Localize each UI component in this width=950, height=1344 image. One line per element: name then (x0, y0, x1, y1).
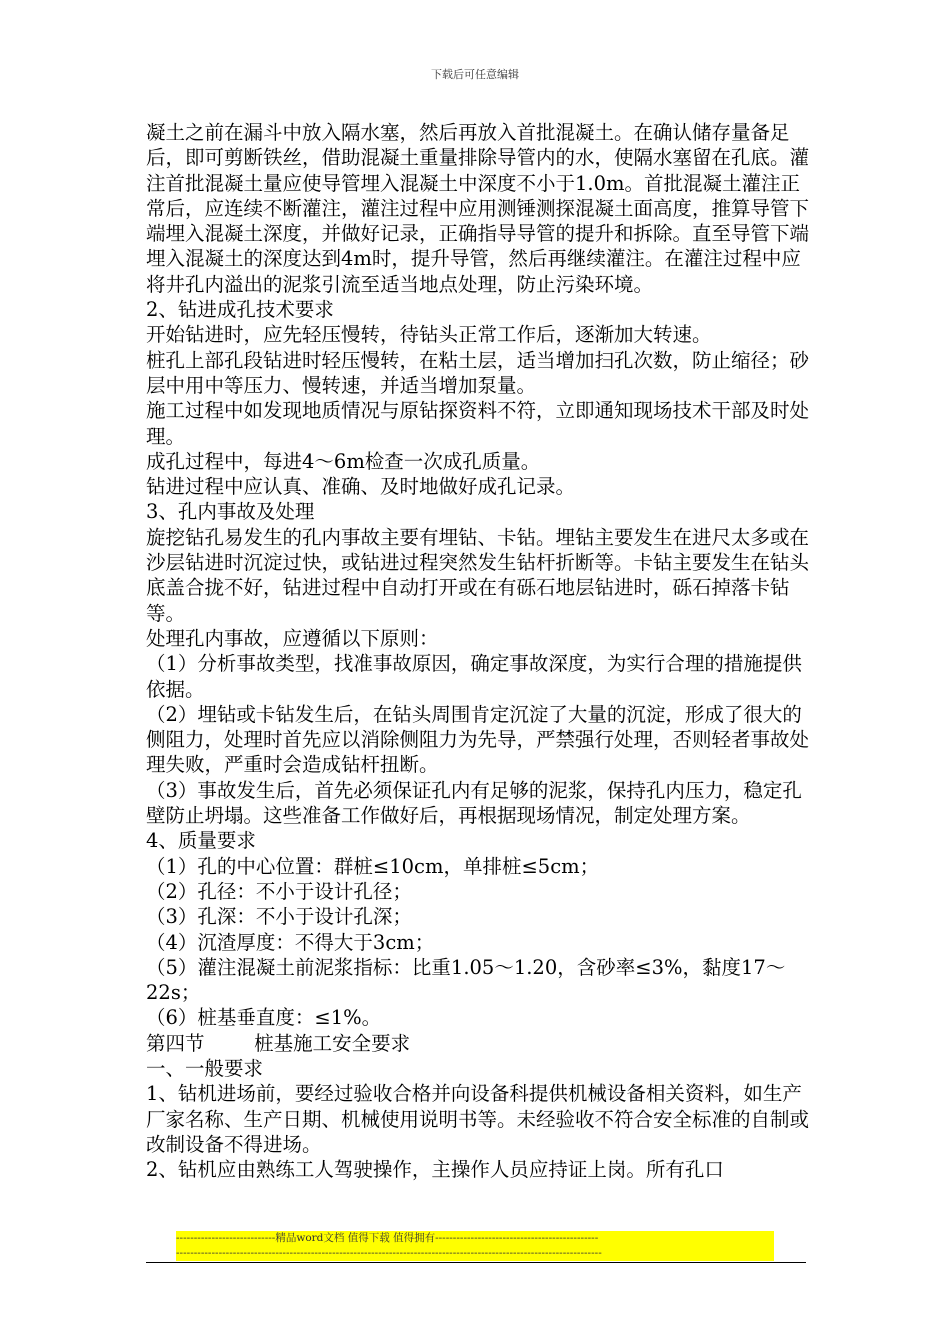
paragraph: 桩孔上部孔段钻进时轻压慢转，在粘土层，适当增加扫孔次数，防止缩径；砂层中用中等压力、慢转速，并适当增加泵量。 (146, 348, 810, 397)
chapter-heading: 第四节 桩基施工安全要求 (146, 1031, 411, 1055)
footer-divider (146, 1262, 806, 1263)
list-item: （5）灌注混凝土前泥浆指标：比重1.05～1.20，含砂率≤3%，黏度17～22s； (146, 955, 786, 1005)
paragraph: 开始钻进时，应先轻压慢转，待钻头正常工作后，逐渐加大转速。 (146, 323, 712, 347)
paragraph: 钻进过程中应认真、准确、及时地做好成孔记录。 (146, 475, 576, 499)
paragraph: 处理孔内事故，应遵循以下原则： (146, 626, 439, 650)
paragraph-concrete-pouring: 凝土之前在漏斗中放入隔水塞，然后再放入首批混凝土。在确认储存量备足后，即可剪断铁丝，借助混凝土重量排除导管内的水，使隔水塞留在孔底。灌注首批混凝土量应使导管埋入混凝土中深度不小于1.0m。首批混凝土灌注正常后，应连续不断灌注，灌注过程中应用测锤测探混凝土面高度，推算导管下端埋入混凝土深度，并做好记录，正确指导导管的提升和拆除。直至导管下端埋入混凝土的深度达到4m时，提升导管，然后再继续灌注。在灌注过程中应将井孔内溢出的泥浆引流至适当地点处理，防止污染环境。 (146, 121, 810, 296)
list-item: （3）事故发生后，首先必须保证孔内有足够的泥浆，保持孔内压力，稳定孔壁防止坍塌。这些准备工作做好后，再根据现场情况，制定处理方案。 (146, 778, 802, 828)
paragraph: 2、钻机应由熟练工人驾驶操作，主操作人员应持证上岗。所有孔口 (146, 1158, 724, 1182)
section-heading-quality: 4、质量要求 (146, 829, 256, 853)
section-heading-accidents: 3、孔内事故及处理 (146, 500, 315, 524)
list-item: （6）桩基垂直度：≤1%。 (146, 1006, 382, 1030)
paragraph: 旋挖钻孔易发生的孔内事故主要有埋钻、卡钻。埋钻主要发生在进尺太多或在沙层钻进时沉淀过快，或钻进过程突然发生钻杆折断等。卡钻主要发生在钻头底盖合拢不好，钻进过程中自动打开或在有砾石地层钻进时，砾石掉落卡钻等。 (146, 525, 810, 625)
page-header: 下载后可任意编辑 (431, 68, 519, 81)
footer-line-2: ------------------------------------------------------------------------------------------------------------------------ (176, 1247, 602, 1259)
paragraph: 1、钻机进场前，要经过验收合格并向设备科提供机械设备相关资料，如生产厂家名称、生产日期、机械使用说明书等。未经验收不符合安全标准的自制或改制设备不得进场。 (146, 1082, 810, 1156)
footer-banner (176, 1231, 774, 1261)
section-heading-drilling: 2、钻进成孔技术要求 (146, 298, 334, 322)
list-item: （3）孔深：不小于设计孔深； (146, 905, 412, 929)
document-body (146, 120, 816, 1182)
section-heading-general: 一、一般要求 (146, 1056, 264, 1080)
list-item: （1）孔的中心位置：群桩≤10cm，单排桩≤5cm； (146, 854, 600, 878)
list-item: （1）分析事故类型，找准事故原因，确定事故深度，为实行合理的措施提供依据。 (146, 652, 802, 701)
list-item: （4）沉渣厚度：不得大于3cm； (146, 930, 435, 954)
list-item: （2）埋钻或卡钻发生后，在钻头周围肯定沉淀了大量的沉淀，形成了很大的侧阻力，处理时首先应以消除侧阻力为先导，严禁强行处理，否则轻者事故处理失败，严重时会造成钻杆扭断。 (146, 702, 810, 777)
paragraph: 成孔过程中，每进4～6m检查一次成孔质量。 (146, 449, 541, 473)
list-item: （2）孔径：不小于设计孔径； (146, 879, 412, 903)
paragraph: 施工过程中如发现地质情况与原钻探资料不符，立即通知现场技术干部及时处理。 (146, 399, 810, 448)
footer-line-1: ----------------------------精品word文档 值得下载 值得拥有---------------------------------------------- (176, 1232, 599, 1244)
